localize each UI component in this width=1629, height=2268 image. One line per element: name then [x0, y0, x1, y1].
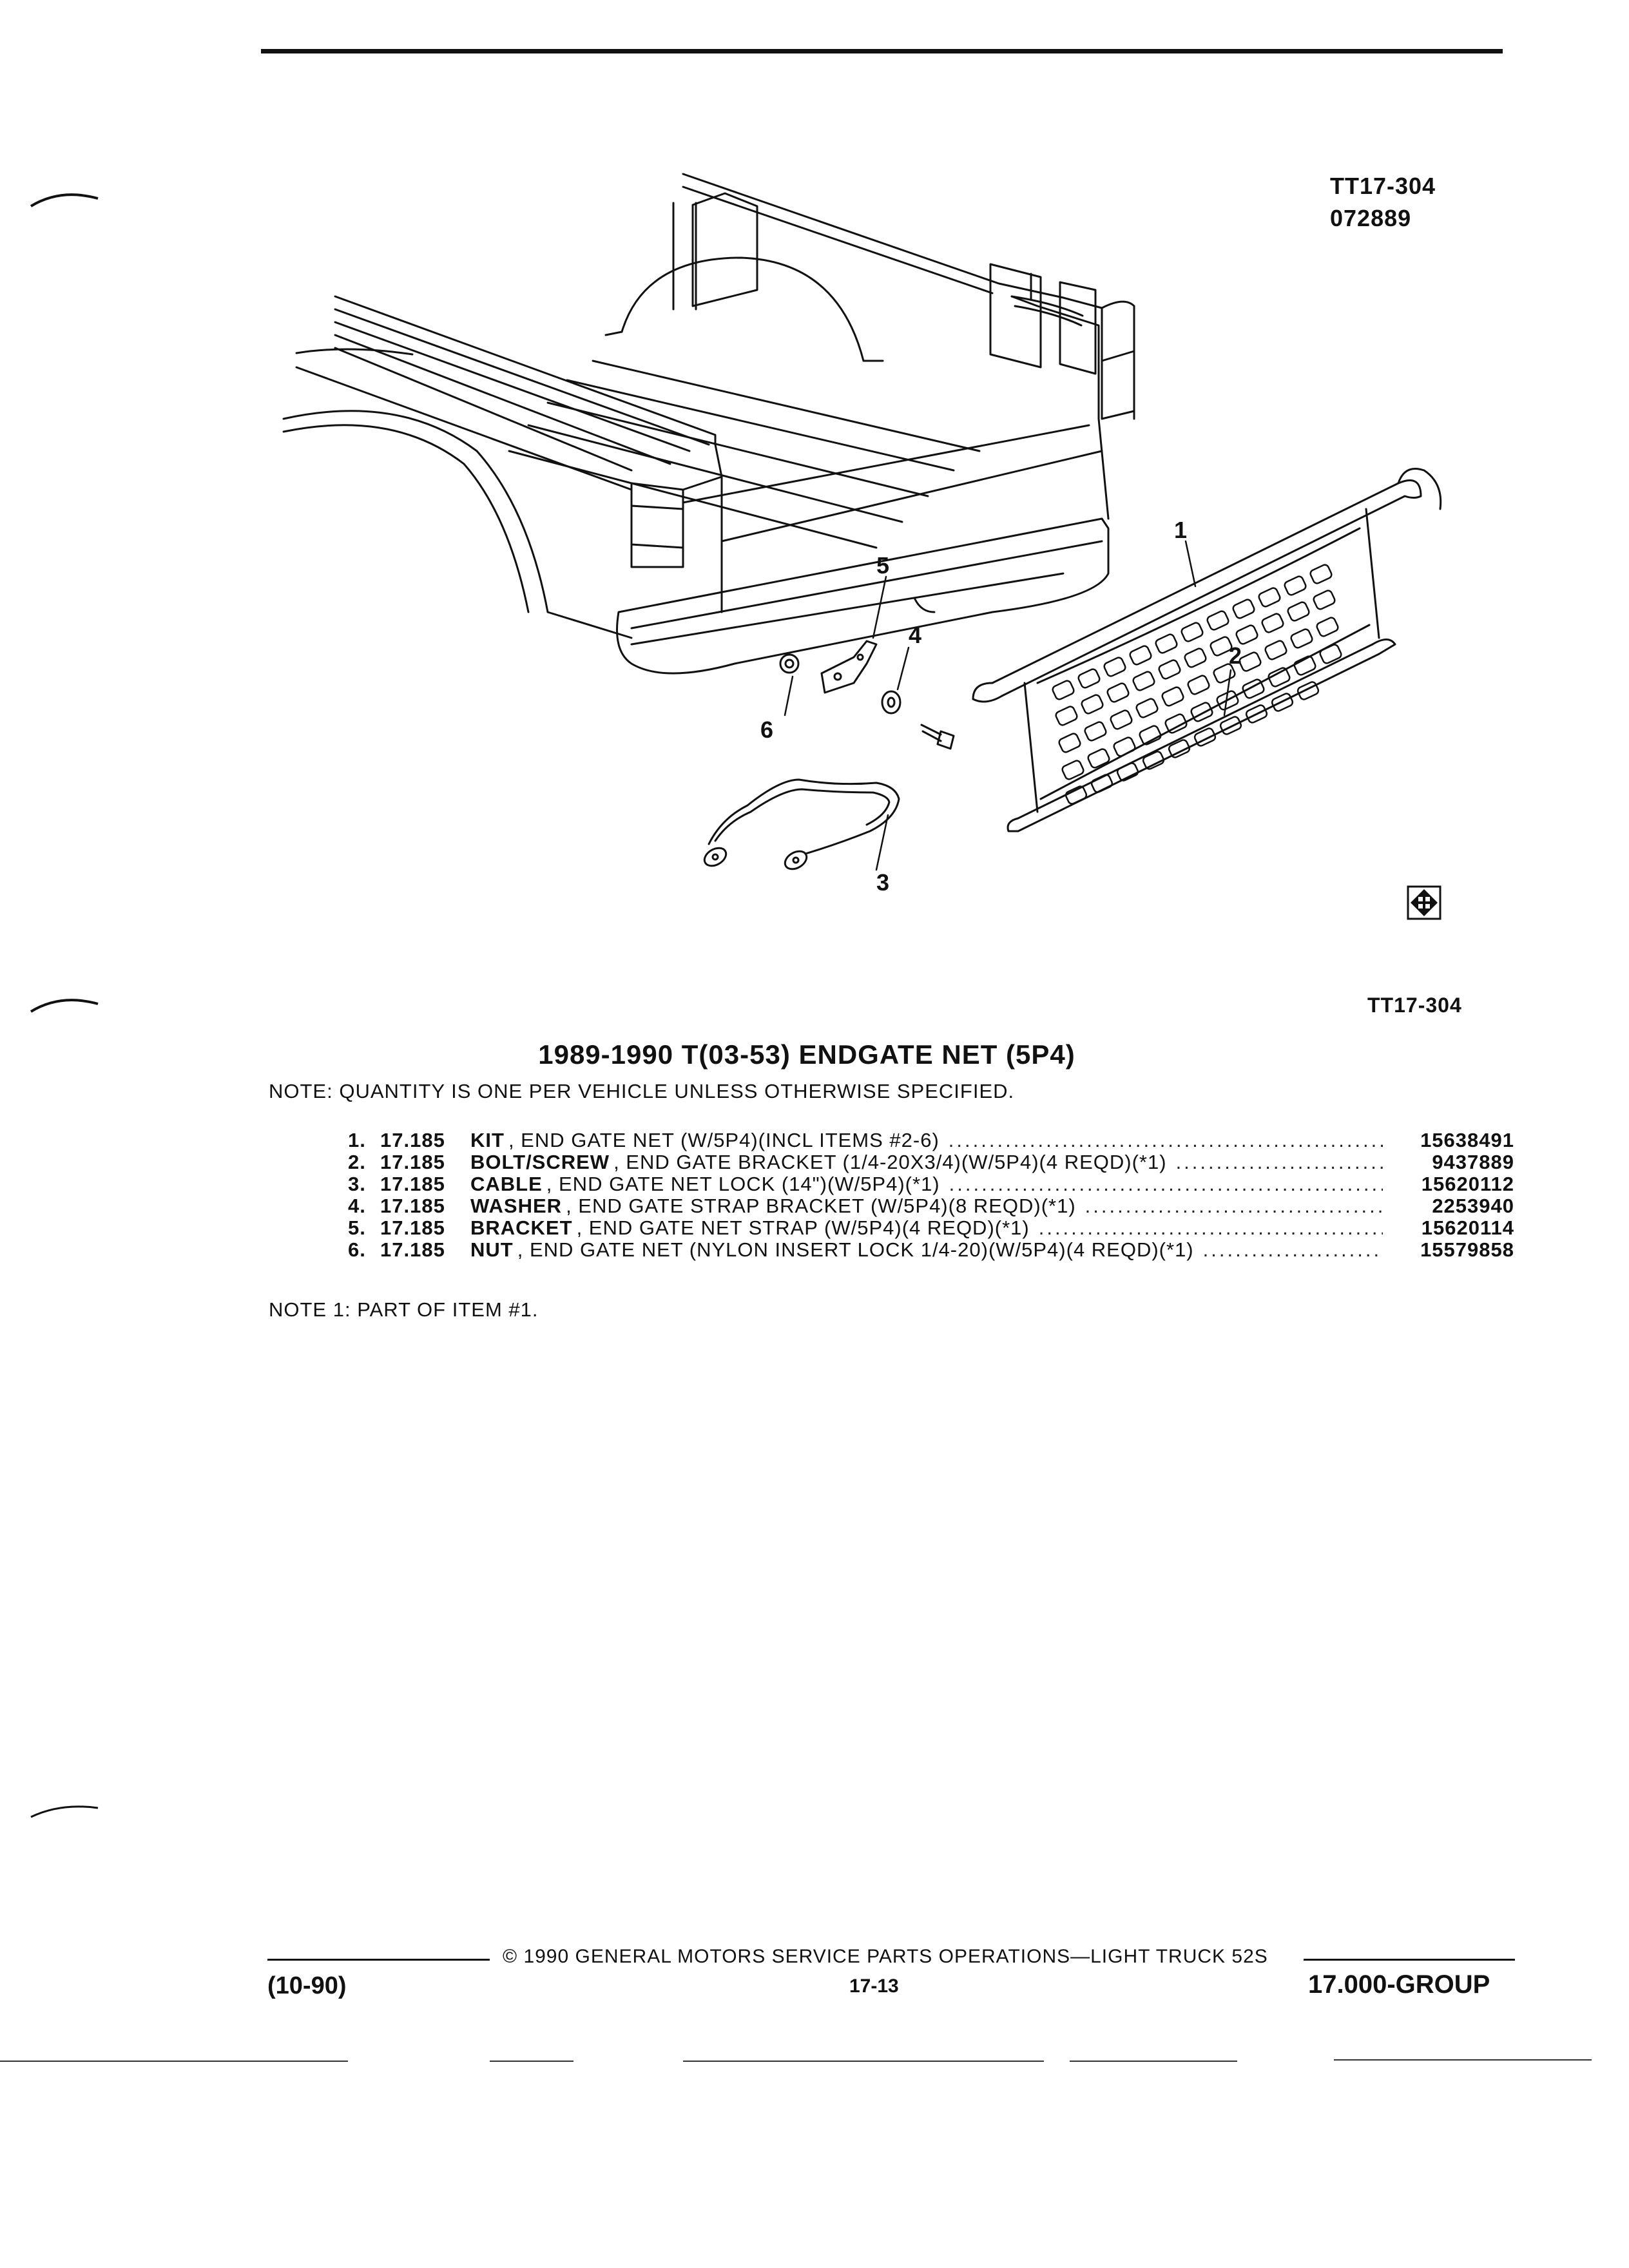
item-number: 4. — [348, 1195, 366, 1217]
list-item — [348, 1129, 1514, 1151]
scan-artifact-line — [1070, 2061, 1237, 2062]
part-description: , END GATE NET LOCK (14")(W/5P4)(*1) — [546, 1173, 940, 1195]
part-name: NUT — [470, 1238, 514, 1261]
endgate-net-drawing — [973, 469, 1441, 832]
parts-list — [348, 1129, 1514, 1260]
dot-leader — [1085, 1195, 1383, 1218]
part-number: 15620112 — [1421, 1173, 1514, 1195]
group-number: 17.185 — [380, 1129, 445, 1151]
header-ref-code: TT17-304 — [1330, 173, 1436, 199]
callout-leaders — [785, 541, 1231, 870]
part-name: BRACKET — [470, 1216, 573, 1239]
callout-5: 5 — [876, 552, 890, 579]
page-number: 17-13 — [849, 1975, 899, 1997]
copyright-text: © 1990 GENERAL MOTORS SERVICE PARTS OPERATIONS—LIGHT TRUCK 52S — [503, 1946, 1268, 1967]
group-number: 17.185 — [380, 1238, 445, 1261]
part-number: 15620114 — [1421, 1216, 1514, 1239]
dot-leader — [1203, 1238, 1383, 1262]
scan-artifact-line — [0, 2061, 348, 2062]
hardware-drawing — [701, 641, 954, 872]
callout-4: 4 — [909, 622, 922, 648]
item-number: 5. — [348, 1216, 366, 1239]
footer-rule-left — [267, 1959, 490, 1961]
part-number: 15638491 — [1420, 1129, 1514, 1151]
dot-leader — [1039, 1216, 1383, 1240]
dot-leader — [1176, 1151, 1383, 1174]
callout-3: 3 — [876, 869, 890, 896]
callout-1: 1 — [1174, 517, 1188, 543]
callout-6: 6 — [760, 716, 774, 743]
part-name: KIT — [470, 1129, 505, 1151]
header-ref-date: 072889 — [1330, 205, 1412, 231]
footnote: NOTE 1: PART OF ITEM #1. — [269, 1298, 539, 1321]
binder-hole-mark — [28, 992, 101, 1018]
group-label: 17.000-GROUP — [1308, 1970, 1490, 1999]
endgate-net-illustration — [271, 148, 1463, 941]
list-item — [348, 1216, 1514, 1238]
dot-leader — [949, 1173, 1383, 1196]
item-number: 2. — [348, 1151, 366, 1173]
quantity-note: NOTE: QUANTITY IS ONE PER VEHICLE UNLESS OTHERWISE SPECIFIED. — [269, 1080, 1015, 1102]
figure-code: TT17-304 — [1367, 994, 1462, 1017]
part-description: , END GATE NET (W/5P4)(INCL ITEMS #2-6) — [508, 1129, 940, 1151]
group-number: 17.185 — [380, 1195, 445, 1217]
part-description: , END GATE NET STRAP (W/5P4)(4 REQD)(*1) — [576, 1216, 1030, 1239]
truck-bed-drawing — [284, 174, 1134, 673]
list-item — [348, 1173, 1514, 1195]
scan-artifact-line — [1334, 2059, 1592, 2061]
item-number: 1. — [348, 1129, 366, 1151]
list-item — [348, 1238, 1514, 1260]
part-number: 9437889 — [1432, 1151, 1514, 1173]
footer-rule-right — [1304, 1959, 1515, 1961]
part-description: , END GATE STRAP BRACKET (W/5P4)(8 REQD)(*1) — [566, 1195, 1076, 1217]
scan-artifact-line — [683, 2061, 1044, 2062]
binder-hole-mark — [28, 1798, 101, 1823]
section-title: 1989-1990 T(03-53) ENDGATE NET (5P4) — [538, 1039, 1075, 1070]
group-number: 17.185 — [380, 1173, 445, 1195]
part-name: CABLE — [470, 1173, 543, 1195]
group-number: 17.185 — [380, 1151, 445, 1173]
list-item — [348, 1151, 1514, 1173]
callout-2: 2 — [1229, 642, 1242, 669]
diamond-grid-icon — [1407, 885, 1441, 920]
binder-hole-mark — [28, 187, 101, 213]
part-name: WASHER — [470, 1195, 563, 1217]
part-description: , END GATE NET (NYLON INSERT LOCK 1/4-20)(W/5P4)(4 REQD)(*1) — [517, 1238, 1194, 1261]
item-number: 6. — [348, 1238, 366, 1261]
part-number: 2253940 — [1432, 1195, 1514, 1217]
group-number: 17.185 — [380, 1216, 445, 1239]
scan-artifact-line — [490, 2061, 574, 2062]
dot-leader — [949, 1129, 1383, 1152]
header-rule — [261, 49, 1503, 53]
item-number: 3. — [348, 1173, 366, 1195]
part-description: , END GATE BRACKET (1/4-20X3/4)(W/5P4)(4 REQD)(*1) — [613, 1151, 1167, 1173]
part-name: BOLT/SCREW — [470, 1151, 610, 1173]
list-item — [348, 1195, 1514, 1216]
part-number: 15579858 — [1420, 1238, 1514, 1261]
revision-date: (10-90) — [267, 1972, 347, 1999]
